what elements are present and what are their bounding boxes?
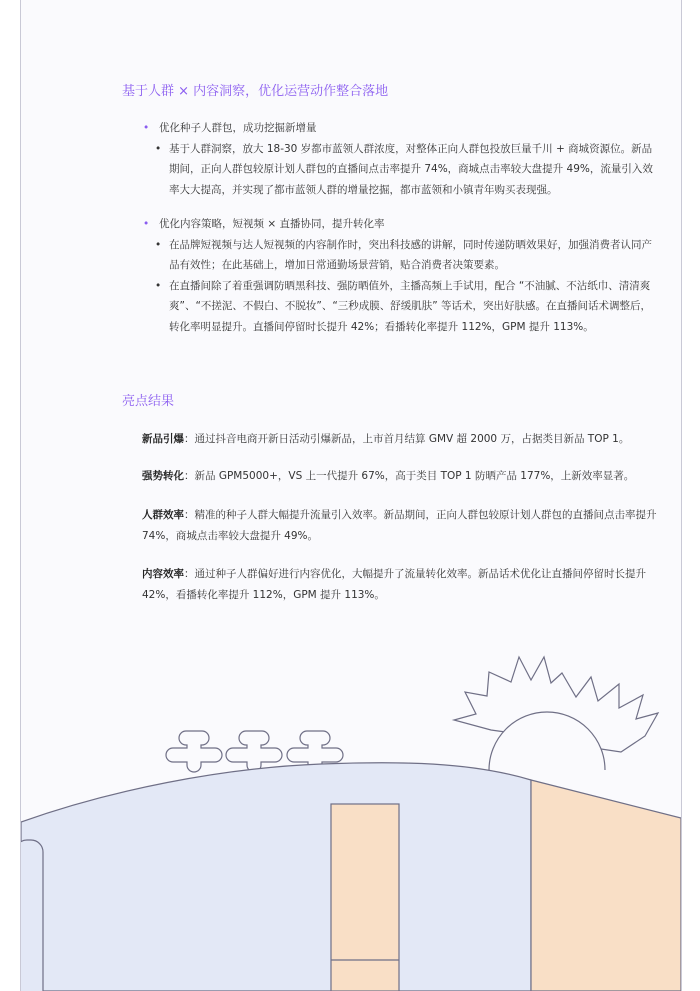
peach-pillar <box>331 804 399 991</box>
result-label: 人群效率 <box>142 509 184 521</box>
list-item: • 优化内容策略，短视频 × 直播协同，提升转化率 <box>143 214 653 235</box>
result-item <box>142 429 658 450</box>
result-text: ：通过抖音电商开新日活动引爆新品，上市首月结算 GMV 超 2000 万，占据类目新品 TOP 1。 <box>184 433 630 445</box>
result-label: 强势转化 <box>142 470 184 482</box>
result-item <box>142 466 658 487</box>
plus-cloud-icon <box>226 731 282 772</box>
plus-cloud-icon <box>166 731 222 772</box>
result-text: ：精准的种子人群大幅提升流量引入效率。新品期间，正向人群包较原计划人群包的直播间点击率提升 74%，商城点击率较大盘提升 49%。 <box>142 509 657 542</box>
result-item <box>142 564 658 605</box>
result-label: 新品引爆 <box>142 433 184 445</box>
list-item: • 优化种子人群包，成功挖掘新增量 <box>143 118 653 139</box>
result-label: 内容效率 <box>142 568 184 580</box>
section-title: 基于人群 × 内容洞察，优化运营动作整合落地 <box>122 84 389 99</box>
result-text: ：通过种子人群偏好进行内容优化，大幅提升了流量转化效率。新品话术优化让直播间停留时长提升 42%，看播转化率提升 112%，GPM 提升 113%。 <box>142 568 646 601</box>
list-item: • 在品牌短视频与达人短视频的内容制作时，突出科技感的讲解，同时传递防晒效果好，加强消费者认同产品有效性；在此基础上，增加日常通勤场景营销，贴合消费者决策要素。 <box>155 235 653 276</box>
result-text: ：新品 GPM5000+，VS 上一代提升 67%，高于类目 TOP 1 防晒产品 177%，上新效率显著。 <box>184 470 635 482</box>
section-title: 亮点结果 <box>122 394 175 409</box>
result-item <box>142 505 658 546</box>
peach-block <box>531 780 681 991</box>
list-item: • 在直播间除了着重强调防晒黑科技、强防晒值外，主播高频上手试用，配合 “不油腻、不沾纸巾、清清爽爽”、“不搓泥、不假白、不脱妆”、“三秒成膜、舒缓肌肤” 等话术，突出好肤感。在直播间话术调整后，转化率明显提升。直播间停留时长提升 42%；看播转化率提升 112%，GPM 提升 113%。 <box>155 276 653 338</box>
strategy-list <box>143 118 653 337</box>
list-item: • 基于人群洞察，放大 18-30 岁都市蓝领人群浓度，对整体正向人群包投放巨量千川 + 商城资源位。新品期间，正向人群包较原计划人群包的直播间点击率提升 74%，商城点击率较大盘提升 49%，流量引入效率大大提高，并实现了都市蓝领人群的增量挖掘，都市蓝领和小镇青年购买表现强。 <box>155 139 653 201</box>
hill-shape <box>21 763 531 991</box>
left-bar <box>21 840 43 991</box>
